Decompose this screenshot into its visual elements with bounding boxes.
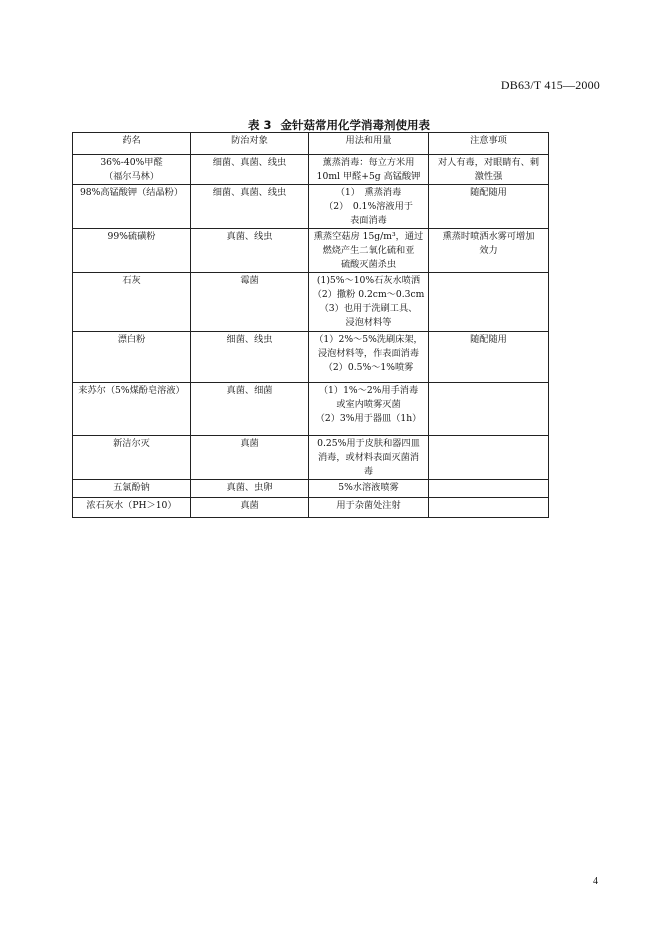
table-caption-number: 表 3 <box>248 118 272 132</box>
cell-target <box>191 155 309 185</box>
cell-usage-line: (1)5%～10%石灰水喷洒 <box>316 275 421 286</box>
cell-target-line: 真菌、线虫 <box>226 231 273 242</box>
table-row <box>73 155 549 185</box>
cell-target-line: 细菌、真菌、线虫 <box>212 157 287 168</box>
cell-drug-name <box>73 436 191 480</box>
cell-target-line: 真菌、细菌 <box>226 385 273 396</box>
cell-drug-name <box>73 498 191 518</box>
table-row <box>73 383 549 436</box>
cell-target <box>191 273 309 332</box>
cell-notes <box>429 436 549 480</box>
cell-drug-name-line: 浓石灰水（PH＞10） <box>86 500 177 511</box>
column-header-drug: 药名 <box>73 133 191 155</box>
cell-usage-line: 5%水溶液喷雾 <box>338 482 399 493</box>
table-row <box>73 229 549 273</box>
cell-drug-name-line: （福尔马林） <box>103 171 160 182</box>
cell-drug-name-line: 来苏尔（5%煤酚皂溶液） <box>78 385 185 396</box>
cell-target <box>191 185 309 229</box>
cell-notes <box>429 155 549 185</box>
cell-notes <box>429 383 549 436</box>
cell-usage-line: 毒 <box>363 466 374 477</box>
cell-notes <box>429 229 549 273</box>
cell-notes <box>429 332 549 383</box>
column-header-usage: 用法和用量 <box>309 133 429 155</box>
cell-notes <box>429 480 549 498</box>
cell-drug-name-line: 98%高锰酸钾（结晶粉） <box>79 187 184 198</box>
disinfectant-table <box>72 132 549 518</box>
cell-usage-line: 燃烧产生二氧化硫和亚 <box>322 245 415 256</box>
cell-notes <box>429 185 549 229</box>
cell-notes <box>429 273 549 332</box>
table-row <box>73 332 549 383</box>
cell-usage-line: （1）1%～2%用手消毒 <box>318 385 419 396</box>
cell-usage-line: 消毒，或材料表面灭菌消 <box>317 452 420 463</box>
cell-usage-line: 10ml 甲醛+5g 高锰酸钾 <box>316 171 421 182</box>
cell-usage-line: （2） 0.1%溶液用于 <box>324 201 413 212</box>
cell-notes-line: 对人有毒，对眼睛有、刺 <box>437 157 540 168</box>
page-number: 4 <box>593 876 598 887</box>
cell-drug-name <box>73 480 191 498</box>
cell-target-line: 细菌、线虫 <box>226 334 273 345</box>
cell-drug-name-line: 漂白粉 <box>117 334 146 345</box>
cell-usage <box>309 273 429 332</box>
cell-usage <box>309 480 429 498</box>
table-body <box>73 155 549 518</box>
cell-target <box>191 480 309 498</box>
cell-target <box>191 229 309 273</box>
cell-drug-name <box>73 229 191 273</box>
cell-target <box>191 498 309 518</box>
cell-target <box>191 383 309 436</box>
cell-notes-line: 激性强 <box>474 171 503 182</box>
cell-target-line: 真菌、虫卵 <box>226 482 273 493</box>
cell-target-line: 细菌、真菌、线虫 <box>212 187 287 198</box>
cell-usage <box>309 383 429 436</box>
table-header-row <box>73 133 549 155</box>
cell-usage <box>309 436 429 480</box>
cell-target <box>191 436 309 480</box>
cell-usage-line: 用于杂菌处注射 <box>336 500 401 511</box>
cell-notes-line: 熏蒸时喷洒水雾可增加 <box>442 231 535 242</box>
cell-usage-line: （1） 熏蒸消毒 <box>335 187 402 198</box>
cell-target-line: 真菌 <box>240 500 259 511</box>
table-caption-text: 金针菇常用化学消毒剂使用表 <box>280 118 431 132</box>
cell-usage <box>309 155 429 185</box>
cell-notes-line: 效力 <box>479 245 498 256</box>
cell-usage-line: （2）3%用于器皿（1h） <box>315 413 422 424</box>
cell-usage-line: 薰蒸消毒：每立方米用 <box>322 157 415 168</box>
table-row <box>73 273 549 332</box>
cell-usage <box>309 229 429 273</box>
table-row <box>73 480 549 498</box>
cell-drug-name <box>73 332 191 383</box>
cell-usage-line: 表面消毒 <box>350 215 387 226</box>
cell-drug-name <box>73 383 191 436</box>
cell-drug-name <box>73 155 191 185</box>
cell-drug-name <box>73 185 191 229</box>
cell-usage-line: 0.25%用于皮肤和器四皿 <box>317 438 420 449</box>
cell-usage-line: 硫酸灭菌杀虫 <box>340 259 397 270</box>
cell-drug-name-line: 五氯酚钠 <box>113 482 150 493</box>
cell-usage-line: （3）也用于洗刷工具、 <box>319 303 418 314</box>
cell-notes <box>429 498 549 518</box>
table-row <box>73 185 549 229</box>
table-row <box>73 498 549 518</box>
cell-usage-line: 熏蒸空菇房 15g/m³，通过 <box>313 231 424 242</box>
cell-usage-line: （2）0.5%～1%喷雾 <box>323 362 414 373</box>
cell-drug-name-line: 99%硫磺粉 <box>107 231 156 242</box>
cell-target-line: 真菌 <box>240 438 259 449</box>
cell-usage <box>309 498 429 518</box>
cell-drug-name <box>73 273 191 332</box>
column-header-notes: 注意事项 <box>429 133 549 155</box>
cell-notes-line: 随配随用 <box>470 187 507 198</box>
cell-drug-name-line: 石灰 <box>122 275 141 286</box>
cell-usage-line: （1）2%～5%洗刷床架， <box>314 334 423 345</box>
cell-target <box>191 332 309 383</box>
cell-usage-line: 浸泡材料等，作表面消毒 <box>317 348 420 359</box>
cell-drug-name-line: 新洁尔灭 <box>113 438 150 449</box>
cell-notes-line: 随配随用 <box>470 334 507 345</box>
cell-usage-line: （2）撒粉 0.2cm～0.3cm <box>312 289 425 300</box>
cell-usage-line: 浸泡材料等 <box>345 317 392 328</box>
cell-usage <box>309 332 429 383</box>
cell-drug-name-line: 36%-40%甲醛 <box>100 157 163 168</box>
document-code: DB63/T 415—2000 <box>500 78 600 92</box>
table-row <box>73 436 549 480</box>
column-header-target: 防治对象 <box>191 133 309 155</box>
cell-target-line: 霉菌 <box>240 275 259 286</box>
table-caption <box>248 117 430 133</box>
cell-usage-line: 或室内喷雾灭菌 <box>336 399 401 410</box>
cell-usage <box>309 185 429 229</box>
